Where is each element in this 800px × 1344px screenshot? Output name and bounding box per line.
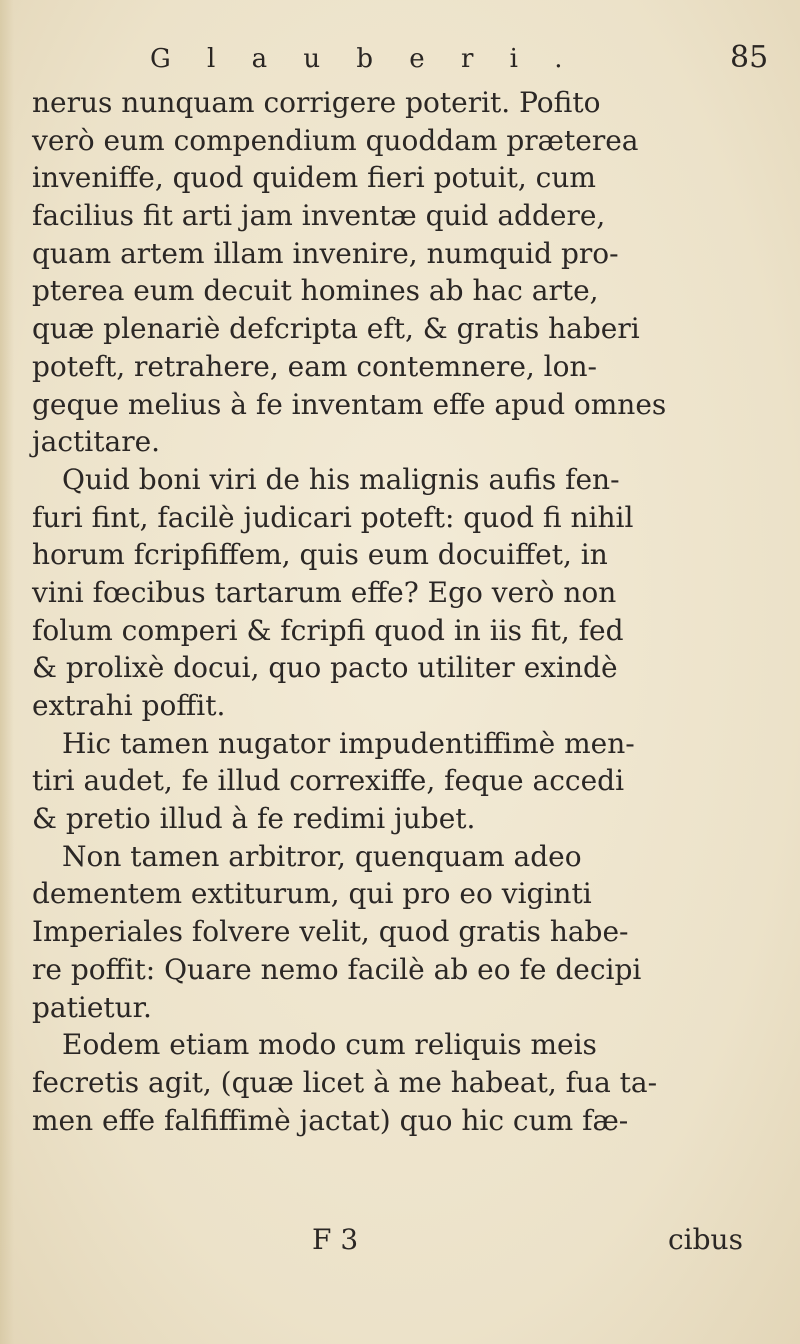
text-line: & pretio illud à fe redimi jubet.: [32, 802, 476, 836]
catchword: cibus: [668, 1223, 743, 1256]
text-line: & prolixè docui, quo pacto utiliter exindè: [32, 651, 618, 685]
text-line: Quid boni viri de his malignis aufis fen-: [62, 462, 620, 496]
text-line: pterea eum decuit homines ab hac arte,: [32, 274, 599, 308]
text-line: facilius fit arti jam inventæ quid addere,: [32, 199, 606, 233]
body-text: [20, 84, 780, 1139]
text-line: furi fint, facilè judicari poteft: quod fi nihil: [32, 500, 634, 534]
text-line: folum comperi & fcripfi quod in iis fit, fed: [32, 613, 624, 647]
page-edge: [0, 0, 14, 1344]
page-footer: [0, 1223, 800, 1263]
text-line: verò eum compendium quoddam præterea: [32, 123, 639, 157]
text-line: nerus nunquam corrigere poterit. Pofito: [32, 86, 601, 119]
text-line: poteft, retrahere, eam contemnere, lon-: [32, 349, 597, 383]
text-line: re poffit: Quare nemo facilè ab eo fe decipi: [32, 952, 642, 986]
text-line: jactitare.: [32, 425, 161, 459]
text-line: Hic tamen nugator impudentiffimè men-: [62, 726, 635, 760]
text-line: quæ plenariè defcripta eft, & gratis haberi: [32, 312, 640, 346]
text-line: horum fcripfiffem, quis eum docuiffet, in: [32, 538, 608, 572]
text-line: Eodem etiam modo cum reliquis meis: [62, 1028, 597, 1062]
text-line: dementem extiturum, qui pro eo viginti: [32, 877, 592, 911]
text-line: extrahi poffit.: [32, 689, 226, 722]
page-header: [0, 40, 800, 90]
text-line: inveniffe, quod quidem fieri potuit, cum: [32, 161, 596, 195]
text-line: Imperiales folvere velit, quod gratis habe-: [32, 915, 629, 949]
text-line: quam artem illam invenire, numquid pro-: [32, 236, 619, 270]
text-line: fecretis agit, (quæ licet à me habeat, fua ta-: [32, 1065, 658, 1099]
text-line: Non tamen arbitror, quenquam adeo: [62, 839, 582, 873]
text-line: tiri audet, fe illud correxiffe, feque accedi: [32, 764, 625, 798]
text-line: vini fœcibus tartarum effe? Ego verò non: [32, 575, 617, 609]
signature-mark: F 3: [312, 1223, 359, 1256]
running-head: G l a u b e r i .: [150, 44, 577, 74]
text-line: patietur.: [32, 990, 152, 1024]
page-number: 85: [730, 40, 769, 75]
text-line: geque melius à fe inventam effe apud omnes: [32, 387, 667, 421]
text-line: men effe falfiffimè jactat) quo hic cum fæ-: [32, 1103, 629, 1137]
